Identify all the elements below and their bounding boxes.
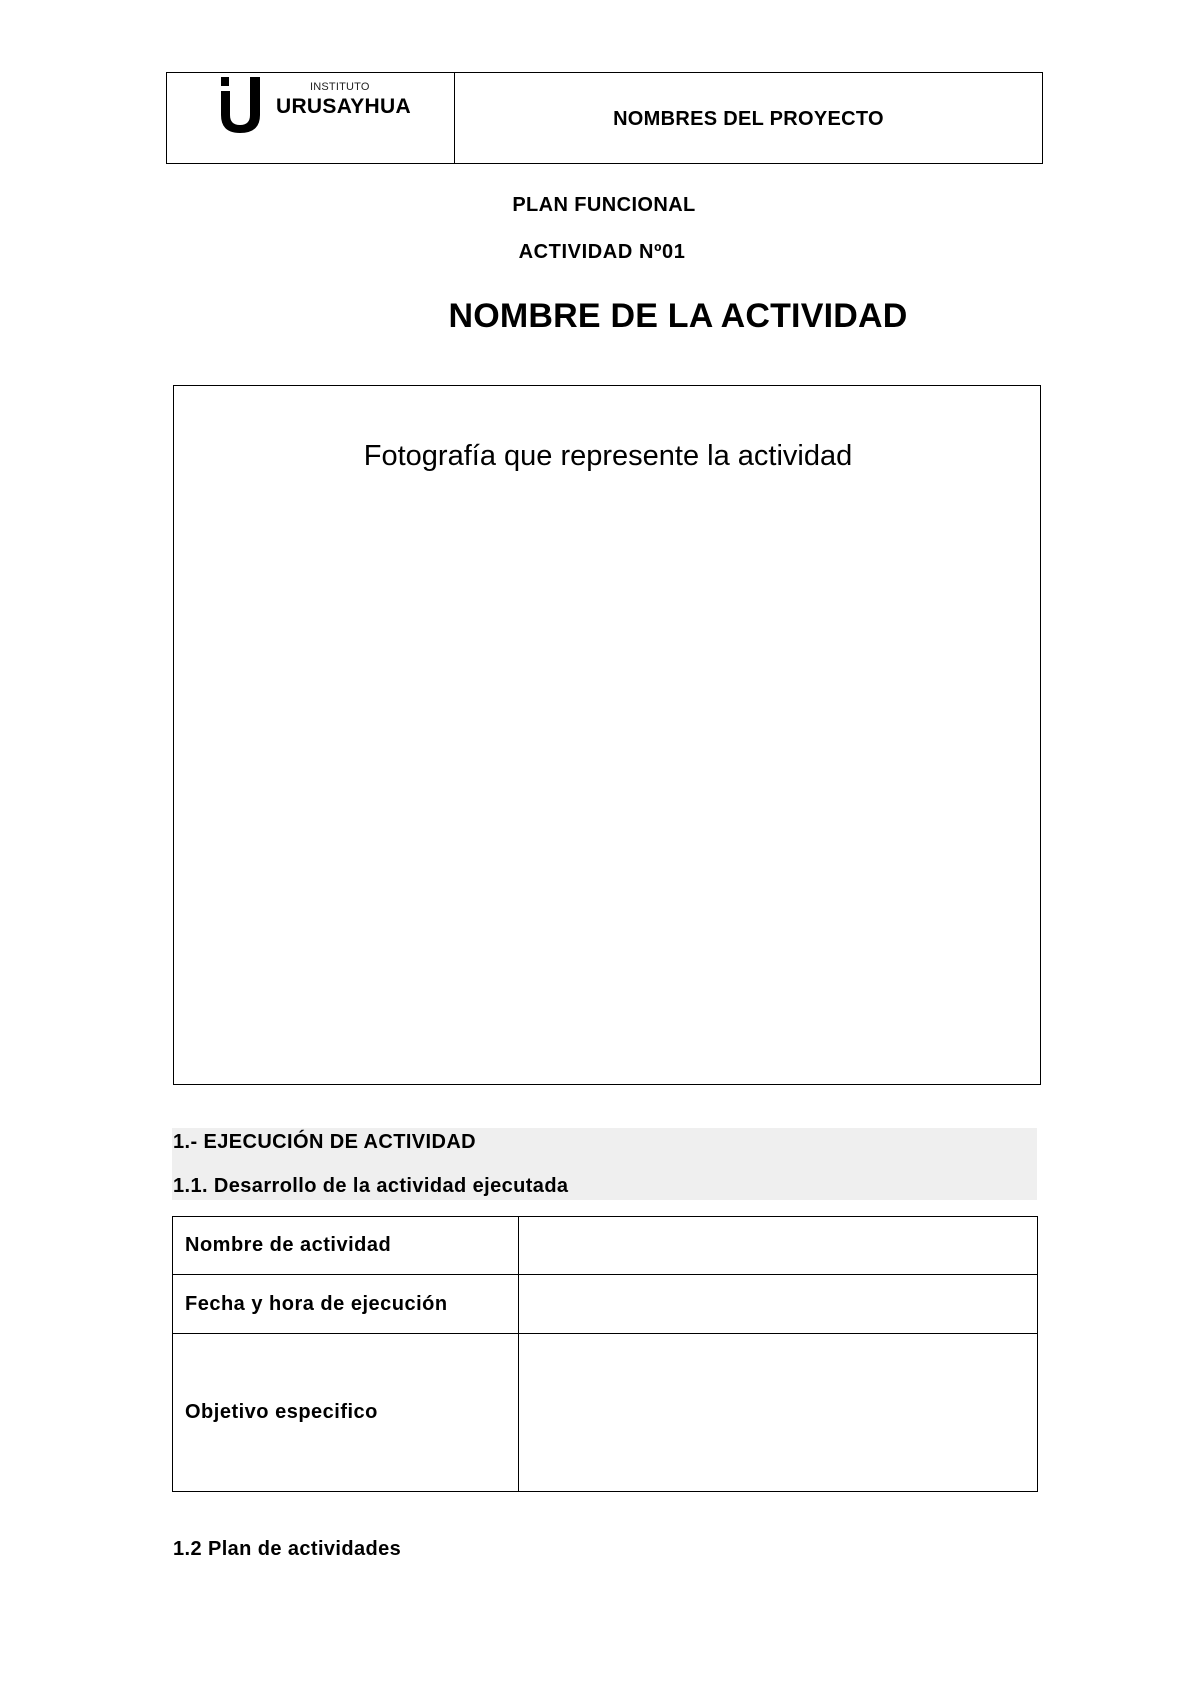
activity-name-heading: NOMBRE DE LA ACTIVIDAD [448,297,908,335]
activity-number: ACTIVIDAD Nº01 [518,241,686,263]
plan-activities-heading: 1.2 Plan de actividades [173,1538,402,1560]
document-header [166,72,1043,164]
table-row [173,1275,1038,1334]
project-title: NOMBRES DEL PROYECTO [613,107,884,130]
table-row [173,1334,1038,1492]
row-label-objective: Objetivo especifico [173,1334,519,1492]
row-value-objective[interactable] [519,1334,1038,1492]
logo-institute-name: URUSAYHUA [276,95,411,118]
institute-logo-icon [217,75,277,133]
row-value-activity-name[interactable] [519,1217,1038,1275]
row-label-date-time: Fecha y hora de ejecución [173,1275,519,1334]
row-label-activity-name: Nombre de actividad [173,1217,519,1275]
activity-info-table [172,1216,1038,1492]
table-row [173,1217,1038,1275]
section-title: 1.- EJECUCIÓN DE ACTIVIDAD [173,1131,477,1153]
photo-placeholder [173,385,1041,1085]
plan-title: PLAN FUNCIONAL [512,194,696,216]
photo-caption: Fotografía que represente la actividad [363,440,853,472]
subsection-title: 1.1. Desarrollo de la actividad ejecutada [173,1175,569,1197]
logo-cell [167,73,455,163]
row-value-date-time[interactable] [519,1275,1038,1334]
logo-institute-label: INSTITUTO [310,81,370,93]
